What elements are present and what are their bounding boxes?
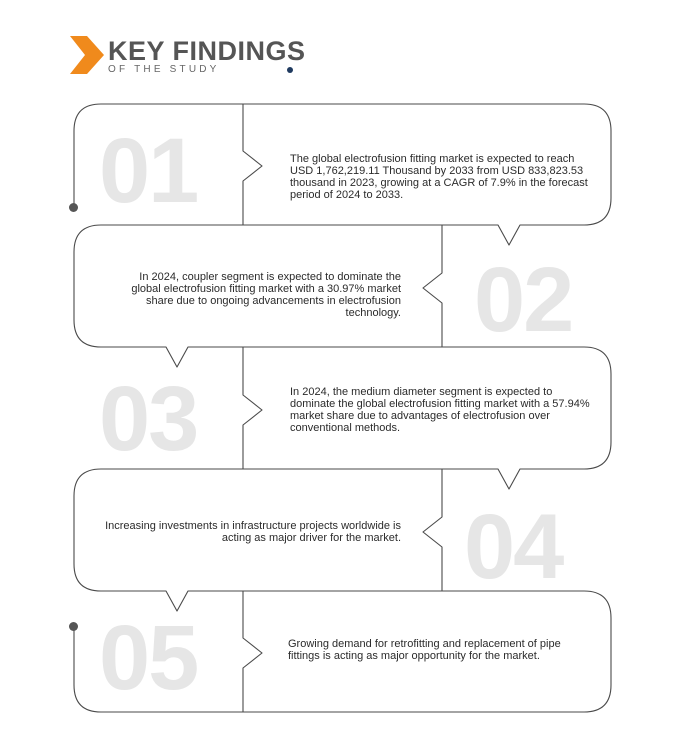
page-subtitle: OF THE STUDY xyxy=(108,64,220,75)
page-title: KEY FINDINGS xyxy=(108,36,306,66)
finding-text-03: In 2024, the medium diameter segment is expected to dominate the global electrofusion fitting market with a 57.94% market share due to advantages of electrofusion over conventional methods. xyxy=(290,386,590,434)
finding-text-02: In 2024, coupler segment is expected to dominate the global electrofusion fitting market with a 30.97% market share due to ongoing advancements in electrofusion technology. xyxy=(131,271,401,319)
connector-end-dot xyxy=(69,622,78,631)
finding-text-05: Growing demand for retrofitting and replacement of pipe fittings is acting as major opportunity for the market. xyxy=(288,638,561,662)
finding-number-02: 02 xyxy=(474,249,573,351)
chevron-right-icon xyxy=(70,36,104,74)
subtitle-dot-icon xyxy=(287,67,293,73)
finding-number-01: 01 xyxy=(99,120,198,222)
finding-text-04: Increasing investments in infrastructure projects worldwide is acting as major driver for the market. xyxy=(105,520,401,544)
finding-number-04: 04 xyxy=(464,496,563,598)
connector-start-dot xyxy=(69,203,78,212)
finding-number-03: 03 xyxy=(99,368,198,470)
page-header xyxy=(70,34,390,84)
finding-text-01: The global electrofusion fitting market is expected to reach USD 1,762,219.11 Thousand by 2033 from USD 833,823.53 thousand in 2023, growing at a CAGR of 7.9% in the forecast period of 2024 to 2033. xyxy=(290,153,588,201)
finding-number-05: 05 xyxy=(99,607,198,709)
